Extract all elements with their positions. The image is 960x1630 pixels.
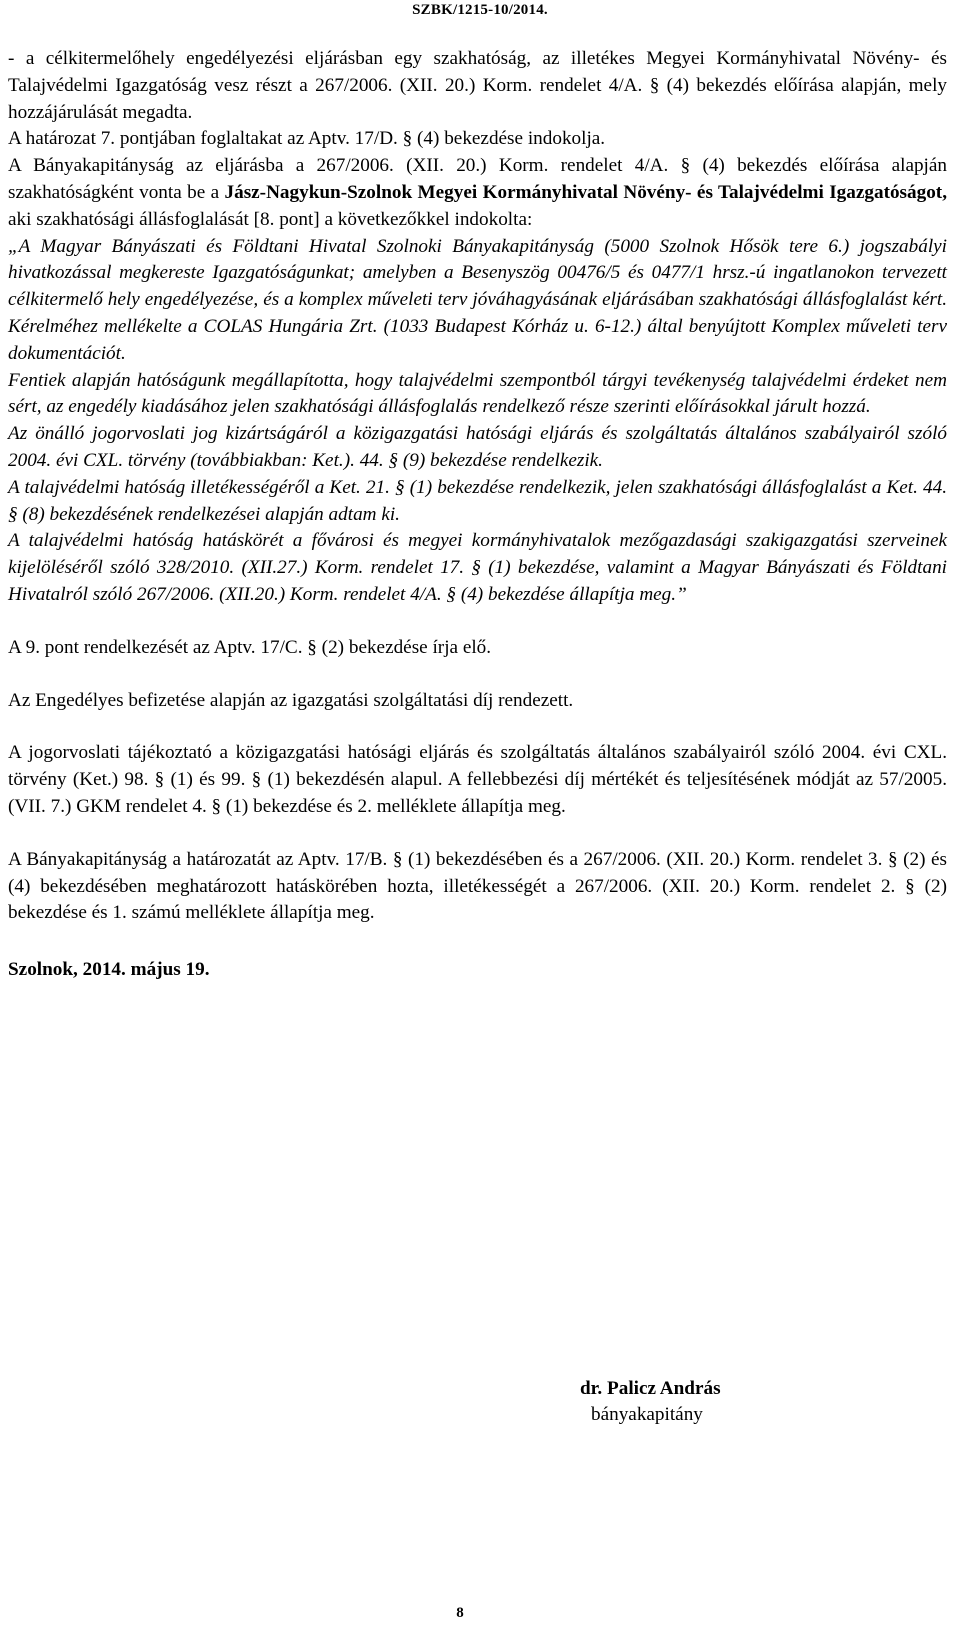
- date-line: Szolnok, 2014. május 19.: [8, 959, 210, 981]
- signatory-title: bányakapitány: [591, 1404, 703, 1425]
- signature-block: [580, 1376, 721, 1428]
- paragraph-point-7-justification: A határozat 7. pontjában foglaltakat az Aptv. 17/D. § (4) bekezdése indokolja.: [8, 128, 606, 150]
- paragraph-authority-competence: A Bányakapitányság a határozatát az Aptv. 17/B. § (1) bekezdésében és a 267/2006. (XII. 20.) Korm. rendelet 3. § (2) és (4) bekezdésében meghatározott hatáskörében hozta, illetékességét a 267/2006. (XII. 20.) Korm. rendelet 2. § (2) bekezdése és 1. számú melléklete állapítja meg.: [8, 848, 947, 924]
- authority-name-bold: Jász-Nagykun-Szolnok Megyei Kormányhivatal Növény- és Talajvédelmi Igazgatóságot,: [224, 181, 947, 203]
- page-number: 8: [456, 1605, 464, 1621]
- document-number-header: SZBK/1215-10/2014.: [412, 2, 548, 18]
- quote-jurisdiction: A talajvédelmi hatóság illetékességéről a Ket. 21. § (1) bekezdése rendelkezik, jelen szakhatósági állásfoglalást a Ket. 44. § (8) bekezdésének rendelkezései alapján adtam ki.: [8, 476, 947, 525]
- signatory-name: dr. Palicz András: [580, 1378, 721, 1399]
- paragraph-appeal-info: A jogorvoslati tájékoztató a közigazgatási hatósági eljárás és szolgáltatás általános szabályairól szóló 2004. évi CXL. törvény (Ket.) 98. § (1) és 99. § (1) bekezdésén alapul. A fellebbezési díj mértékét és teljesítésének módját az 57/2005. (VII. 7.) GKM rendelet 4. § (1) bekezdése és 2. melléklete állapítja meg.: [8, 742, 947, 817]
- paragraph-permit-participation: - a célkitermelőhely engedélyezési eljárásban egy szakhatóság, az illetékes Megyei Kormányhivatal Növény- és Talajvédelmi Igazgatóság vesz részt a 267/2006. (XII. 20.) Korm. rendelet 4/A. § (4) bekezdés előírása alapján, mely hozzájárulását megadta.: [8, 48, 947, 123]
- paragraph-fee-settled: Az Engedélyes befizetése alapján az igazgatási szolgáltatási díj rendezett.: [8, 689, 574, 711]
- quote-legal-remedy: Az önálló jogorvoslati jog kizártságáról a közigazgatási hatósági eljárás és szolgáltatás általános szabályairól szóló 2004. évi CXL. törvény (továbbiakban: Ket.). 44. § (9) bekezdése rendelkezik.: [8, 423, 947, 471]
- quote-findings: Fentiek alapján hatóságunk megállapította, hogy talajvédelmi szempontból tárgyi tevékenység talajvédelmi érdeket nem sért, az engedély kiadásához jelen szakhatósági állásfoglalás rendelkező része szerinti előírásokkal járult hozzá.: [8, 369, 947, 418]
- document-body: [8, 46, 947, 984]
- spacer: [8, 821, 947, 847]
- spacer: [8, 662, 947, 688]
- spacer: [8, 927, 947, 957]
- paragraph-authority-text-start: A Bányakapitányság az eljárásba a 267/2006. (XII. 20.) Korm. rendelet 4/A. § (4) bekezdés előírása alapján szakhatóságként vonta be a: [8, 155, 947, 203]
- spacer: [8, 609, 947, 635]
- spacer: [8, 714, 947, 740]
- quote-competence: A talajvédelmi hatóság hatáskörét a fővárosi és megyei kormányhivatalok mezőgazdasági szakigazgatási szerveinek kijelöléséről szóló 328/2010. (XII.27.) Korm. rendelet 17. § (1) bekezdése, valamint a Magyar Bányászati és Földtani Hivatalról szóló 267/2006. (XII.20.) Korm. rendelet 4/A. § (4) bekezdése állapítja meg.”: [8, 530, 947, 605]
- quote-request-description: „A Magyar Bányászati és Földtani Hivatal Szolnoki Bányakapitányság (5000 Szolnok Hősök tere 6.) jogszabályi hivatkozással megkereste Igazgatóságunkat; amelyben a Besenyszög 00476/5 és 0477/1 hrsz.-ú ingatlanokon tervezett célkitermelő hely engedélyezése, és a komplex műveleti terv jóváhagyásának eljárásában szakhatósági állásfoglalást kért. Kérelméhez mellékelte a COLAS Hungária Zrt. (1033 Budapest Kórház u. 6-12.) által benyújtott Komplex műveleti terv dokumentációt.: [8, 235, 947, 364]
- paragraph-authority-text-end: aki szakhatósági állásfoglalását [8. pont] a következőkkel indokolta:: [8, 208, 533, 230]
- paragraph-point-9: A 9. pont rendelkezését az Aptv. 17/C. § (2) bekezdése írja elő.: [8, 636, 492, 658]
- paragraph-authority-involvement: [8, 153, 947, 233]
